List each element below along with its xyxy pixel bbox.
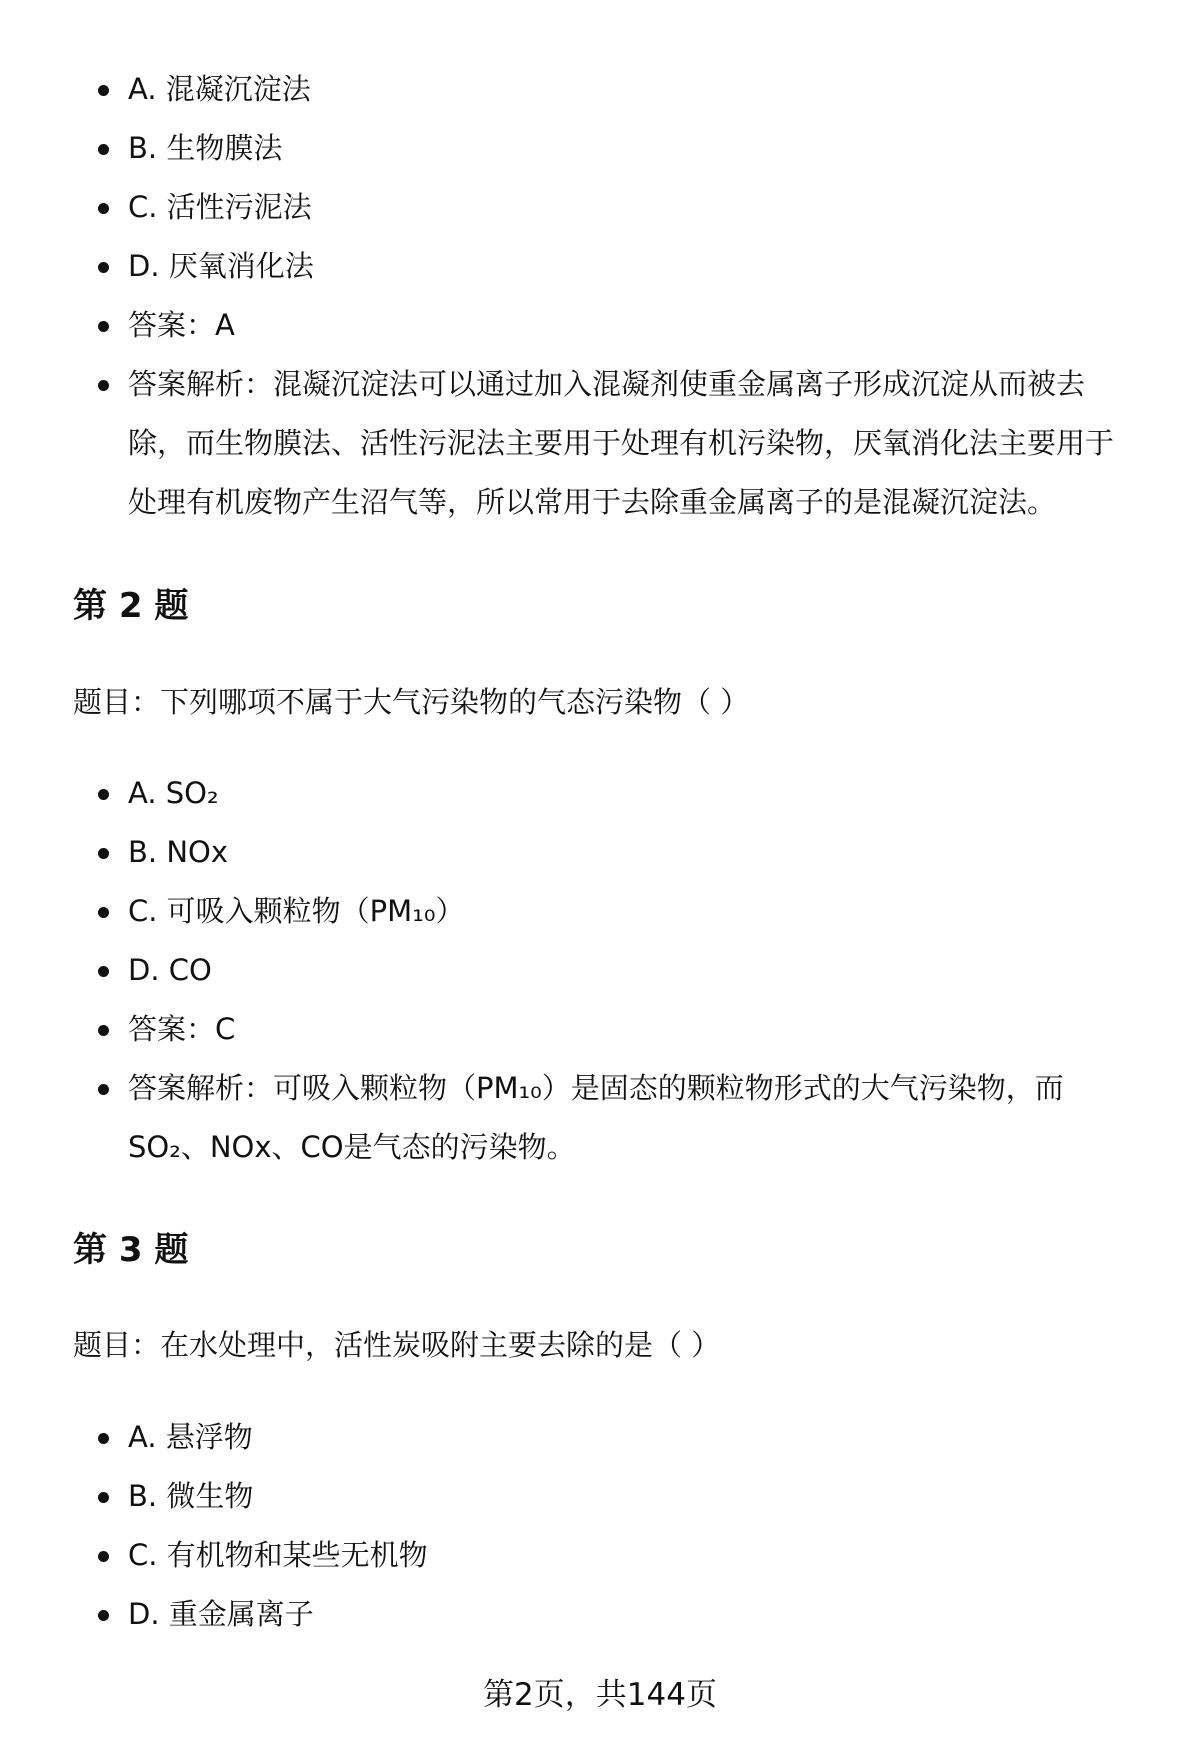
q3-option-a: A. 悬浮物: [128, 1408, 1138, 1467]
q2-option-c: C. 可吸入颗粒物（PM₁₀）: [128, 882, 1138, 941]
q2-option-list: [128, 764, 1138, 1177]
q2-answer: 答案：C: [128, 1000, 1138, 1059]
q3-question-text: 题目：在水处理中，活性炭吸附主要去除的是（ ）: [73, 1328, 721, 1362]
q3-option-c: C. 有机物和某些无机物: [128, 1526, 1138, 1585]
q3-option-d: D. 重金属离子: [128, 1585, 1138, 1644]
q2-option-a: A. SO₂: [128, 764, 1138, 823]
q2-option-b: B. NOx: [128, 823, 1138, 882]
q1-option-c: C. 活性污泥法: [128, 178, 1138, 237]
q3-option-b: B. 微生物: [128, 1467, 1138, 1526]
q2-explanation: 答案解析：可吸入颗粒物（PM₁₀）是固态的颗粒物形式的大气污染物，而SO₂、NOx、CO是气态的污染物。: [128, 1059, 1138, 1177]
q1-option-d: D. 厌氧消化法: [128, 237, 1138, 296]
q3-heading: 第 3 题: [73, 1230, 189, 1270]
q2-question-text: 题目：下列哪项不属于大气污染物的气态污染物（ ）: [73, 685, 750, 719]
page-number-footer: 第2页，共144页: [483, 1677, 717, 1713]
q1-option-b: B. 生物膜法: [128, 119, 1138, 178]
q1-explanation: 答案解析：混凝沉淀法可以通过加入混凝剂使重金属离子形成沉淀从而被去除，而生物膜法、活性污泥法主要用于处理有机污染物，厌氧消化法主要用于处理有机废物产生沼气等，所以常用于去除重金属离子的是混凝沉淀法。: [128, 355, 1138, 532]
q1-option-a: A. 混凝沉淀法: [128, 60, 1138, 119]
q2-heading: 第 2 题: [73, 586, 189, 626]
q1-answer: 答案：A: [128, 296, 1138, 355]
q2-option-d: D. CO: [128, 941, 1138, 1000]
q1-option-list: [128, 60, 1138, 532]
q3-option-list: [128, 1408, 1138, 1644]
